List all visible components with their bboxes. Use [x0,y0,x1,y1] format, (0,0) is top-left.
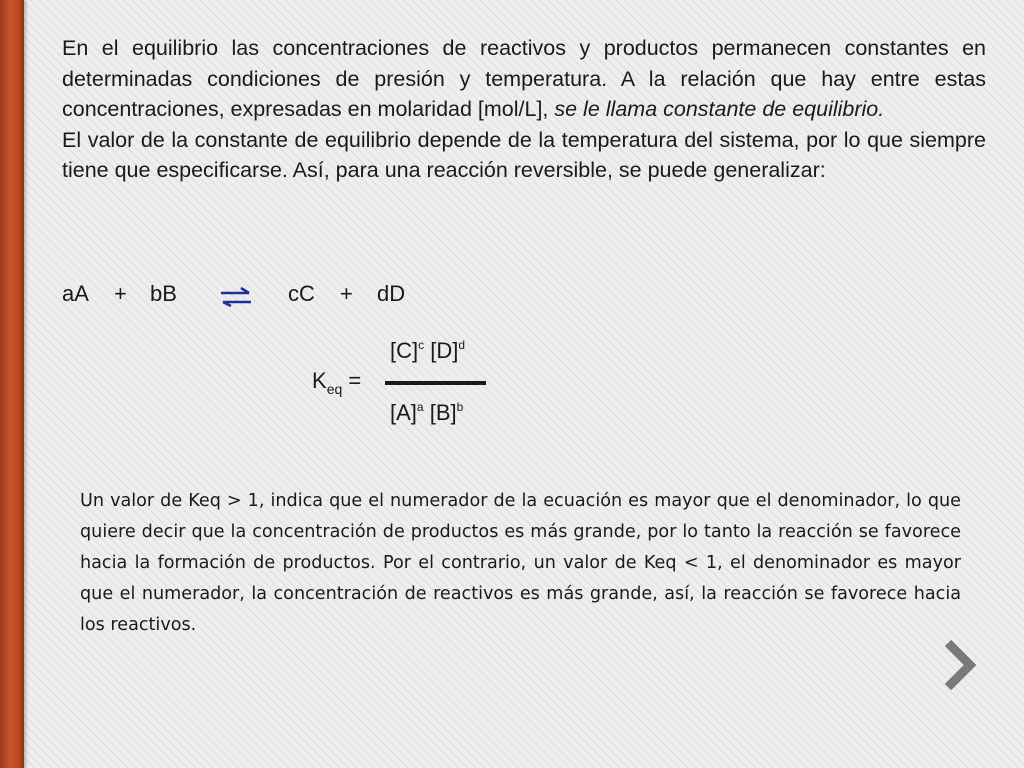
intro-paragraph-1-text: En el equilibrio las concentraciones de reactivos y productos permanecen constantes en determinadas condiciones de presión y temperatura. A la relación que hay entre estas concentraciones, expresadas en molaridad [mol/L], [62,36,986,121]
plus-sign-1: + [114,281,127,306]
conc-A: [A] [390,400,417,425]
explanation-paragraph: Un valor de Keq > 1, indica que el numerador de la ecuación es mayor que el denominador, lo que quiere decir que la concentración de productos es más grande, por lo tanto la reacción se favorece hacia la formación de productos. Por el contrario, un valor de Keq < 1, el denominador es mayor que el numerador, la concentración de reactivos es más grande, así, la reacción se favorece hacia los reactivos. [80,491,961,635]
exponent-d: d [458,338,466,352]
fraction-numerator [390,338,465,364]
left-accent-bar [0,0,24,768]
intro-paragraph-1 [62,33,986,125]
product-cC: cC [288,281,315,306]
intro-paragraph-2: El valor de la constante de equilibrio depende de la temperatura del sistema, por lo que siempre tiene que especificarse. Así, para una reacción reversible, se puede generalizar: [62,127,986,182]
intro-paragraph-1-italic: se le llama constante de equilibrio. [548,97,885,121]
keq-subscript: eq [326,381,343,397]
fraction-denominator [390,400,463,426]
conc-C: [C] [390,338,419,363]
equals-sign: = [348,368,362,393]
intro-text [62,33,986,186]
equilibrium-arrows-icon [219,287,253,307]
keq-label [312,368,361,397]
exponent-a: a [416,400,424,414]
chevron-right-icon[interactable] [942,640,976,690]
exponent-b: b [456,400,464,414]
conc-B: [B] [423,400,457,425]
reactant-aA: aA [62,281,89,306]
plus-sign-2: + [340,281,353,306]
conc-D: [D] [424,338,459,363]
fraction-bar [385,381,486,385]
product-dD: dD [377,281,406,306]
reactant-bB: bB [150,281,177,306]
keq-symbol: K [312,368,327,393]
exponent-c: c [418,338,425,352]
